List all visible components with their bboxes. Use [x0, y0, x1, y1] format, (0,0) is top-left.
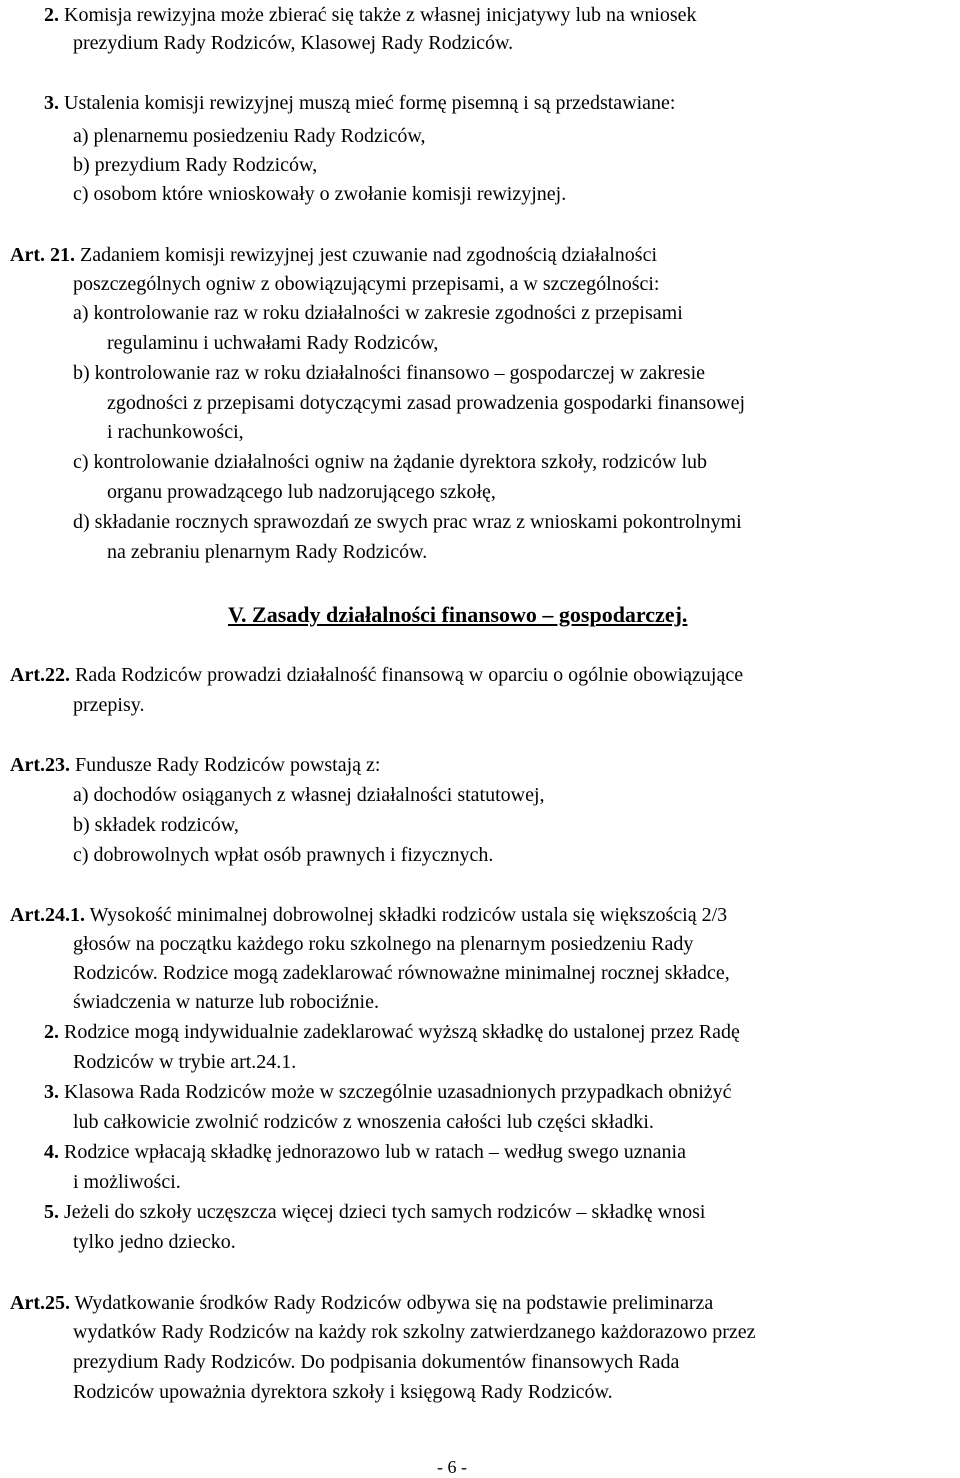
list-item-b-line-1: b) kontrolowanie raz w roku działalności finansowo – gospodarczej w zakresie — [73, 362, 706, 384]
list-item-b: b) składek rodziców, — [73, 814, 239, 836]
paragraph-text: Jeżeli do szkoły uczęszcza więcej dzieci tych samych rodziców – składkę wnosi — [59, 1201, 706, 1223]
list-item-a-line-2: regulaminu i uchwałami Rady Rodziców, — [107, 332, 439, 354]
paragraph-text: Komisja rewizyjna może zbierać się także z własnej inicjatywy lub na wniosek — [64, 4, 697, 26]
list-item-b: b) prezydium Rady Rodziców, — [73, 154, 318, 176]
article-number: Art.22. — [10, 664, 70, 686]
article-23-line-1 — [10, 753, 380, 777]
article-24-paragraph-4-line-2: i możliwości. — [73, 1171, 181, 1193]
article-25-line-1 — [10, 1291, 713, 1315]
article-24-line-3: Rodziców. Rodzice mogą zadeklarować równoważne minimalnej rocznej składce, — [73, 962, 730, 984]
article-text: Fundusze Rady Rodziców powstają z: — [69, 754, 381, 776]
article-number: Art.25. — [10, 1292, 70, 1314]
article-24-paragraph-5-line-1 — [44, 1200, 705, 1224]
article-24-paragraph-5-line-2: tylko jedno dziecko. — [73, 1231, 236, 1253]
article-text: Rada Rodziców prowadzi działalność finansową w oparciu o ogólnie obowiązujące — [69, 664, 744, 686]
article-24-paragraph-2-line-1 — [44, 1020, 740, 1044]
article-text: Zadaniem komisji rewizyjnej jest czuwanie nad zgodnością działalności — [74, 244, 658, 266]
paragraph-text: Klasowa Rada Rodziców może w szczególnie uzasadnionych przypadkach obniżyć — [59, 1081, 732, 1103]
list-item-a-line-1: a) kontrolowanie raz w roku działalności w zakresie zgodności z przepisami — [73, 302, 683, 324]
paragraph-number: 2. — [44, 1021, 59, 1043]
paragraph-text: Rodzice mogą indywidualnie zadeklarować wyższą składkę do ustalonej przez Radę — [59, 1021, 740, 1043]
article-24-paragraph-4-line-1 — [44, 1140, 686, 1164]
article-22-line-1 — [10, 663, 743, 687]
paragraph-2-line-1 — [44, 3, 697, 27]
article-number: Art. 21. — [10, 244, 75, 266]
article-22-line-2: przepisy. — [73, 694, 145, 716]
paragraph-3-line-1 — [44, 91, 675, 115]
list-item-d-line-2: na zebraniu plenarnym Rady Rodziców. — [107, 541, 428, 563]
list-item-c: c) dobrowolnych wpłat osób prawnych i fizycznych. — [73, 844, 494, 866]
article-24-line-1 — [10, 903, 727, 927]
article-25-line-3: prezydium Rady Rodziców. Do podpisania dokumentów finansowych Rada — [73, 1351, 680, 1373]
list-item-b-line-2: zgodności z przepisami dotyczącymi zasad prowadzenia gospodarki finansowej — [107, 392, 746, 414]
list-item-b-line-3: i rachunkowości, — [107, 421, 244, 443]
list-item-d-line-1: d) składanie rocznych sprawozdań ze swych prac wraz z wnioskami pokontrolnymi — [73, 511, 742, 533]
article-number: Art.24.1. — [10, 904, 85, 926]
article-24-paragraph-2-line-2: Rodziców w trybie art.24.1. — [73, 1051, 297, 1073]
paragraph-text: Rodzice wpłacają składkę jednorazowo lub w ratach – według swego uznania — [59, 1141, 686, 1163]
page-number: - 6 - — [437, 1457, 467, 1477]
paragraph-number: 3. — [44, 1081, 59, 1103]
paragraph-text: Ustalenia komisji rewizyjnej muszą mieć formę pisemną i są przedstawiane: — [64, 92, 676, 114]
section-heading: V. Zasady działalności finansowo – gospodarczej. — [228, 602, 688, 627]
article-number: Art.23. — [10, 754, 70, 776]
article-21-line-2: poszczególnych ogniw z obowiązującymi przepisami, a w szczególności: — [73, 273, 660, 295]
list-item-a: a) dochodów osiąganych z własnej działalności statutowej, — [73, 784, 545, 806]
list-item-a: a) plenarnemu posiedzeniu Rady Rodziców, — [73, 125, 426, 147]
article-text: Wysokość minimalnej dobrowolnej składki rodziców ustala się większością 2/3 — [84, 904, 728, 926]
paragraph-number: 2. — [44, 4, 59, 26]
article-25-line-2: wydatków Rady Rodziców na każdy rok szkolny zatwierdzanego każdorazowo przez — [73, 1321, 756, 1343]
article-24-line-4: świadczenia w naturze lub robociźnie. — [73, 991, 379, 1013]
article-25-line-4: Rodziców upoważnia dyrektora szkoły i księgową Rady Rodziców. — [73, 1381, 613, 1403]
list-item-c: c) osobom które wnioskowały o zwołanie komisji rewizyjnej. — [73, 183, 567, 205]
article-text: Wydatkowanie środków Rady Rodziców odbywa się na podstawie preliminarza — [69, 1292, 714, 1314]
paragraph-number: 3. — [44, 92, 59, 114]
list-item-c-line-2: organu prowadzącego lub nadzorującego szkołę, — [107, 481, 496, 503]
paragraph-number: 4. — [44, 1141, 59, 1163]
article-24-paragraph-3-line-1 — [44, 1080, 732, 1104]
article-21-line-1 — [10, 243, 657, 267]
paragraph-2-line-2: prezydium Rady Rodziców, Klasowej Rady Rodziców. — [73, 32, 514, 54]
article-24-paragraph-3-line-2: lub całkowicie zwolnić rodziców z wnoszenia całości lub części składki. — [73, 1111, 654, 1133]
paragraph-number: 5. — [44, 1201, 59, 1223]
list-item-c-line-1: c) kontrolowanie działalności ogniw na żądanie dyrektora szkoły, rodziców lub — [73, 451, 708, 473]
article-24-line-2: głosów na początku każdego roku szkolnego na plenarnym posiedzeniu Rady — [73, 933, 694, 955]
